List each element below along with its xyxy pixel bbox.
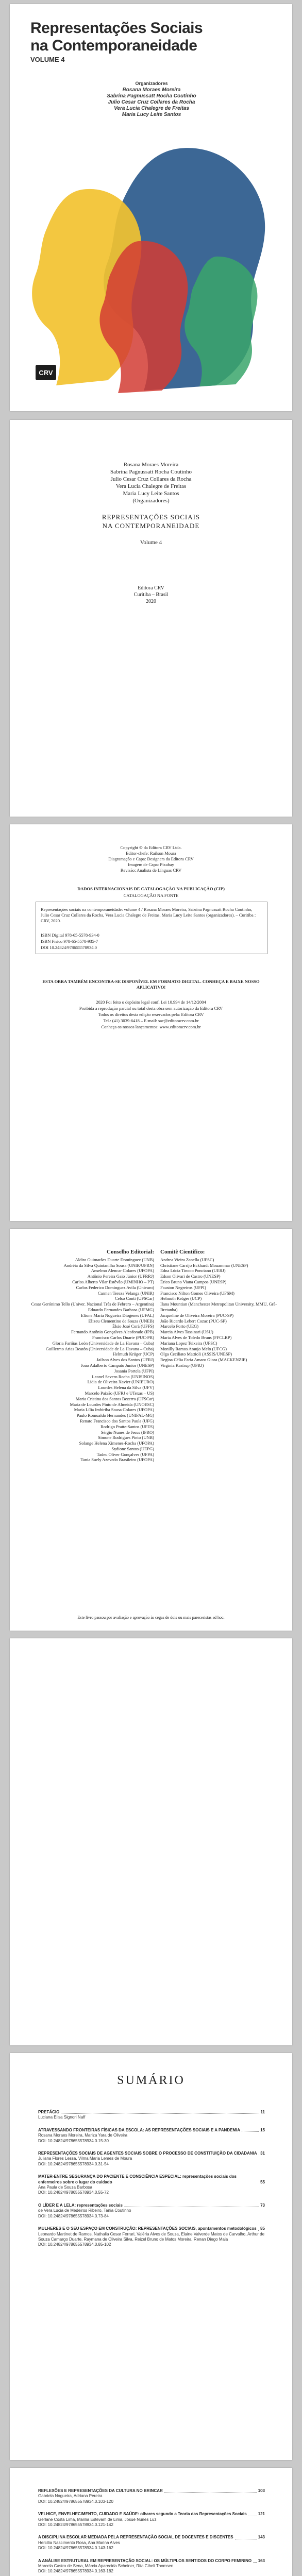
council-member: Elione Maria Nogueira Diogenes (UFAL) [81, 1312, 154, 1318]
council-member: Tadeu Oliver Gonçalves (UFPA) [96, 1451, 154, 1457]
scientific-committee-header: Comitê Científico: [160, 1249, 205, 1255]
council-member: Cesar Gerónimo Tello (Univer. Nacional Três de Febrero – Argentina) [31, 1301, 154, 1307]
council-member: Leonel Severo Rocha (UNISINOS) [92, 1374, 154, 1379]
council-member: Regina Célia Faria Amaro Giora (MACKENZIE) [160, 1357, 247, 1363]
summary-entry-page: 163 [258, 2558, 265, 2563]
summary-entry-author: Marcela Castro de Sena, Márcia Aparecida Scheiner, Rita Cibeli Thomsen [38, 2564, 174, 2569]
council-member: Edson Olivari de Castro (UNESP) [160, 1274, 221, 1279]
cover-title [30, 20, 203, 55]
credit-line: Revisão: Analista de Línguas CRV [120, 868, 182, 873]
publisher-line: 2020 [146, 599, 156, 604]
website-line: Conheça os nossos lançamentos: www.editoracrv.com.br [101, 1024, 201, 1029]
organizer-name: Sabrina Pagnussatt Rocha Coutinho [107, 93, 196, 99]
council-member: Gloria Fariñas León (Universidade de La Havana – Cuba) [52, 1340, 154, 1346]
council-member: Monilly Ramos Araujo Melo (UFCG) [160, 1346, 227, 1351]
scientific-committee [160, 1249, 279, 1368]
publisher-line: Editora CRV [138, 585, 164, 591]
editorial-council [30, 1249, 154, 1463]
council-member: Andrea Vieira Zanella (UFSC) [160, 1257, 214, 1262]
council-member: Aldira Guimarães Duarte Domínguez (UNB) [75, 1257, 154, 1262]
rights-notice: ESTA OBRA TAMBÉM ENCONTRA-SE DISPONÍVEL EM FORMATO DIGITAL. CONHEÇA E BAIXE NOSSO APLICATIVO! [42, 979, 260, 990]
summary-entry-author: Hercília Nascimento Rosa, Ana Marina Alves [38, 2540, 120, 2545]
council-member: Renato Francisco dos Santos Paula (UFG) [80, 1418, 154, 1423]
credits-page [10, 824, 292, 1221]
organizer-name: Maria Lucy Leite Santos [122, 112, 181, 117]
summary-entry-doi: DOI: 10.24824/978655578934.0.143-162 [38, 2546, 113, 2551]
summary-page-1 [10, 2053, 292, 2460]
summary-entry-page: 143 [258, 2535, 265, 2540]
council-member: Sydione Santos (UEPG) [111, 1446, 154, 1451]
summary-entry-doi: DOI: 10.24824/978655578934.0.85-102 [38, 2242, 111, 2247]
council-member: Antônio Pereira Gaio Júnior (UFRRJ) [87, 1274, 154, 1279]
council-member: Francisco Carlos Duarte (PUC-PR) [92, 1334, 154, 1340]
summary-entry[interactable] [38, 2174, 265, 2196]
summary-entry-doi: DOI: 10.24824/978655578934.0.73-84 [38, 2213, 109, 2218]
council-member: Élsio José Corá (UFFS) [112, 1324, 154, 1329]
editorial-council-list [30, 1257, 154, 1463]
council-member: Celso Conti (UFSCar) [114, 1296, 154, 1301]
dot-leader [164, 2492, 257, 2493]
summary-entry[interactable] [38, 2512, 265, 2528]
organizers-label: Organizadores [135, 81, 168, 86]
council-member: Olga Ceciliato Mattioli (ASSIS/UNESP) [160, 1351, 232, 1357]
summary-entry-page: 85 [260, 2226, 265, 2231]
summary-entry-author: Leonardo Martinet de Ramos, Nathalia Cesar Ferrari, Valéria Alves de Souza, Elaine Valverde Matos de Carvalho, Arthur de Souza Camargo Duarte, Raymana de Oliveira Silva, Reizel Bruno de Matos Moreira, Renan Diego Maia [38, 2231, 265, 2242]
summary-entry-title: VELHICE, ENVELHECIMENTO, CUIDADO E SAÚDE: olhares segundo a Teoria das Representações Sociais [38, 2512, 247, 2517]
cover-volume: VOLUME 4 [30, 56, 65, 63]
council-member: Lídia de Oliveira Xavier (UNIEURO) [87, 1379, 154, 1385]
council-member: Ilana Mountian (Manchester Metropolitan University, MMU, Grã-Bretanha) [160, 1301, 277, 1312]
contact-line: Tel.: (41) 3039-6418 – E-mail: sac@editoracrv.com.br [103, 1018, 199, 1023]
council-member: Andréia da Silva Quintanilha Sousa (UNIR/UFRN) [63, 1262, 154, 1268]
council-member: Mariana Lopez Teixeira (UFSC) [160, 1340, 217, 1346]
summary-entry[interactable] [38, 2128, 265, 2144]
title-page-volume: Volume 4 [140, 539, 162, 546]
credit-line: Diagramação e Capa: Designers da Editora CRV [108, 856, 194, 861]
summary-entry-doi: DOI: 10.24824/978655578934.0.121-142 [38, 2522, 113, 2528]
cip-box [36, 902, 267, 954]
council-member: Jacqueline de Oliveira Moreira (PUC-SP) [160, 1312, 234, 1318]
name-line: Rosana Moraes Moreira [123, 462, 179, 468]
council-member: Edna Lúcia Tinoco Ponciano (UERJ) [160, 1268, 226, 1274]
publisher-line: Curitiba – Brasil [133, 592, 169, 598]
summary-entry-page: 11 [260, 2110, 265, 2114]
organizer-name: Vera Lucia Chalegre de Freitas [114, 106, 189, 111]
summary-entry-author: Rosana Moraes Moreira, Mariza Yara de Oliveira [38, 2133, 128, 2138]
council-member: Carmen Tereza Velanga (UNIR) [97, 1290, 154, 1296]
dot-leader [258, 2230, 259, 2231]
council-member: Guillermo Arias Beatón (Universidade de La Havana – Cuba) [45, 1346, 154, 1351]
summary-entry-author: Juliana Flores Lessa, Vilma Maria Lemes de Moura [38, 2156, 132, 2161]
council-member: Helmuth Krüger (UCP) [112, 1351, 154, 1357]
summary-entry-title: O LÍDER E A LELA: representações sociais [38, 2202, 123, 2208]
council-member: Simone Rodrigues Pinto (UNB) [98, 1435, 154, 1440]
isbn-digital: ISBN Digital 978-65-5578-934-0 [41, 933, 99, 938]
organizer-name: Rosana Moraes Moreira [122, 87, 181, 93]
council-member: Jailson Alves dos Santos (UFRJ) [96, 1357, 154, 1363]
cover-title-line1: Representações Sociais [30, 20, 203, 37]
credit-line: Editor-chefe: Railson Moura [126, 851, 176, 856]
summary-entry-page: 55 [260, 2179, 265, 2184]
council-member: Marcelo Paixão (UFRJ e UTexas – US) [85, 1390, 154, 1396]
council-member: Eduardo Fernandes Barbosa (UFMG) [88, 1307, 154, 1312]
dot-leader [253, 2562, 257, 2563]
publisher-logo-icon [36, 365, 56, 380]
council-member: Marcelo Porto (UEG) [160, 1324, 199, 1329]
summary-entry-author: de Vera Lucia de Medeiros Ribeiro, Tania Coutinho [38, 2208, 131, 2213]
council-member: Maria Cristina dos Santos Bezerra (UFSCar) [75, 1396, 154, 1401]
name-line: (Organizadores) [132, 498, 170, 504]
summary-entry-page: 31 [260, 2151, 265, 2156]
rights-reserved: Todos os direitos desta edição reservados pela: Editora CRV [98, 1012, 204, 1017]
council-page [10, 1229, 292, 1631]
council-member: Carlos Alberto Vilar Estêvão (UMINHO – PT) [72, 1279, 154, 1284]
council-member: Rodrigo Pratte-Santos (UFES) [100, 1423, 154, 1429]
summary-entry-author: Luciana Elisa Signori Naff [38, 2115, 86, 2120]
title-page [10, 420, 292, 817]
summary-page-2 [10, 2468, 292, 2576]
summary-entry-title: MATER-ENTRE SEGURANÇA DO PACIENTE E CONSCIÊNCIA ESPECIAL: representações sociais dos enfermeiros sobre o lugar do cuidado [38, 2174, 237, 2184]
cip-title: DADOS INTERNACIONAIS DE CATALOGAÇÃO NA PUBLICAÇÃO (CIP) [77, 886, 225, 891]
summary-entry-author: Ana Paula de Souza Barbosa [38, 2185, 92, 2190]
council-member: Érico Bruno Viana Campos (UNESP) [160, 1279, 227, 1284]
name-line: Sabrina Pagnussatt Rocha Coutinho [110, 469, 192, 475]
council-member: Maria Alves de Toledo Bruns (FFCLRP) [160, 1334, 232, 1340]
credits-lines [36, 845, 266, 873]
council-member: Christiane Carrijo Eckhardt Mouammar (UNESP) [160, 1262, 248, 1268]
cover-page [10, 4, 292, 411]
council-member: Carlos Federico Dominguez Avila (Unieuro) [76, 1284, 154, 1290]
summary-entry-title: A DISCIPLINA ESCOLAR MEDIADA PELA REPRESENTAÇÃO SOCIAL DE DOCENTES E DISCENTES [38, 2535, 233, 2540]
summary-title: SUMÁRIO [117, 2074, 185, 2087]
credit-line: Copyright © da Editora CRV Ltda. [120, 845, 182, 850]
council-member: Tania Suely Azevedo Brasileiro (UFOPA) [80, 1457, 154, 1463]
council-member: Lourdes Helena da Silva (UFV) [98, 1385, 154, 1391]
isbn-fisico: ISBN Físico 978-65-5578-935-7 [41, 939, 98, 944]
summary-entry-page: 121 [258, 2512, 265, 2517]
council-member: João Ricardo Lebert Cozac (PUC-SP) [160, 1318, 227, 1324]
publisher-logo-text: CRV [39, 369, 53, 377]
council-member: Solange Helena Ximenes-Rocha (UFOPA) [79, 1440, 154, 1446]
council-member: Fauston Negreiros (UFPI) [160, 1284, 206, 1290]
summary-entry-title: REFLEXÕES E REPRESENTAÇÕES DA CULTURA NO BRINCAR [38, 2488, 163, 2493]
council-member: João Adalberto Campato Junior (UNESP) [80, 1362, 154, 1368]
summary-entry-title: REPRESENTAÇÕES SOCIAIS DE AGENTES SOCIAIS SOBRE O PROCESSO DE CONSTITUIÇÃO DA CIDADANIA [38, 2151, 257, 2156]
summary-list-2 [38, 2488, 265, 2576]
summary-entry[interactable] [38, 2226, 265, 2248]
prohibited-notice: Proibida a reprodução parcial ou total desta obra sem autorização da Editora CRV [79, 1006, 223, 1011]
summary-entry-title: ATRAVESSANDO FRONTEIRAS FÍSICAS DA ESCOLA: AS REPRESENTAÇÕES SOCIAIS E A PANDEMIA [38, 2127, 241, 2132]
summary-entry-page: 15 [260, 2127, 265, 2132]
title-page-names [10, 461, 292, 504]
name-line: Julio Cesar Cruz Collares da Rocha [110, 476, 192, 482]
council-member: Sérgio Nunes de Jesus (IFRO) [100, 1429, 154, 1435]
summary-entry[interactable] [38, 2110, 265, 2121]
legal-deposit: 2020 Foi feito o depósito legal conf. Lei 10.994 de 14/12/2004 [96, 999, 206, 1005]
editorial-council-header: Conselho Editorial: [107, 1249, 154, 1255]
council-member: Josania Portela (UFPI) [114, 1368, 154, 1374]
summary-entry-page: 73 [260, 2202, 265, 2208]
cover-organizers [92, 80, 211, 118]
council-member: Marcia Alves Tassinari (USU) [160, 1329, 213, 1335]
summary-entry[interactable] [38, 2203, 265, 2219]
dot-leader [242, 2131, 259, 2132]
council-member: Helmuth Krüger (UCP) [160, 1296, 202, 1301]
summary-entry-doi: DOI: 10.24824/978655578934.0.31-54 [38, 2161, 109, 2166]
summary-entry[interactable] [38, 2535, 265, 2551]
summary-entry-title: PREFÁCIO [38, 2110, 60, 2114]
title-page-title [10, 513, 292, 530]
council-member: Elizeu Clementino de Souza (UNEB) [88, 1318, 154, 1324]
dot-leader [61, 2113, 259, 2114]
council-member: Virgínia Kastrup (UFRJ) [160, 1362, 204, 1368]
summary-entry-doi: DOI: 10.24824/978655578934.0.103-120 [38, 2499, 113, 2504]
summary-entry-author: Gerlane Costa Lima, Marilia Estevam de Lima, Josué Nunes Luz [38, 2517, 157, 2522]
council-member: Maria Lília Imbiriba Sousa Colares (UFOPA) [74, 1407, 154, 1413]
cip-subtitle: CATALOGAÇÃO NA FONTE [123, 893, 179, 898]
title-line1: REPRESENTAÇÕES SOCIAIS [102, 513, 200, 521]
council-member: Francisco Nilton Gomes Oliveira (UFSM) [160, 1290, 235, 1296]
scientific-committee-list [160, 1257, 279, 1368]
council-member: Fernando Antônio Gonçalves Alcoforado (IPB) [71, 1329, 154, 1335]
credit-line: Imagem de Capa: Pixabay [128, 862, 174, 867]
summary-entry-page: 103 [258, 2488, 265, 2493]
council-member: Anselmo Alencar Colares (UFOPA) [91, 1268, 154, 1274]
title-line2: NA CONTEMPORANEIDADE [102, 522, 200, 530]
summary-list-1 [38, 2110, 265, 2255]
council-footer: Este livro passou por avaliação e aprovação às cegas de dois ou mais pareceristas ad hoc. [77, 1615, 225, 1620]
council-member: Maria de Lourdes Pinto de Almeida (UNOESC) [70, 1401, 154, 1407]
title-page-publisher [10, 585, 292, 605]
name-line: Maria Lucy Leite Santos [123, 490, 179, 497]
summary-entry-doi: DOI: 10.24824/978655578934.0.163-182 [38, 2569, 113, 2574]
council-member: Paulo Romualdo Hernandes (UNIFAL-MG) [76, 1413, 154, 1418]
cover-title-line2: na Contemporaneidade [30, 37, 197, 54]
cip-text: Representações sociais na contemporaneidade: volume 4 / Rosana Moraes Moreira, Sabrina Pagnussatt Rocha Coutinho, Julio Cesar Cruz Collares da Rocha, Vera Lucia Chalegre de Freitas, Maria Lucy Leite Santos (organizadores). – Curitiba : CRV, 2020. [41, 907, 256, 923]
doi-line: DOI 10.24824/978655578934.0 [41, 945, 97, 950]
summary-entry[interactable] [38, 2488, 265, 2504]
organizer-name: Julio Cesar Cruz Collares da Rocha [108, 99, 195, 105]
summary-entry-author: Gabriela Nogueira, Adriana Pereira [38, 2494, 103, 2499]
summary-entry-doi: DOI: 10.24824/978655578934.0.15-30 [38, 2138, 109, 2143]
summary-entry-doi: DOI: 10.24824/978655578934.0.55-72 [38, 2190, 109, 2195]
summary-entry[interactable] [38, 2151, 265, 2167]
name-line: Vera Lucia Chalegre de Freitas [115, 483, 187, 489]
summary-entry-title: A ANÁLISE ESTRUTURAL EM REPRESENTAÇÃO SOCIAL: OS MÚLTIPLOS SENTIDOS DO CORPO FEMININO [38, 2558, 252, 2563]
summary-entry-title: MULHERES E O SEU ESPAÇO EM CONSTRUÇÃO: REPRESENTAÇÕES SOCIAIS, apontamentos metodológicos [38, 2226, 257, 2231]
summary-entry[interactable] [38, 2558, 265, 2574]
blank-page [10, 1638, 292, 2045]
